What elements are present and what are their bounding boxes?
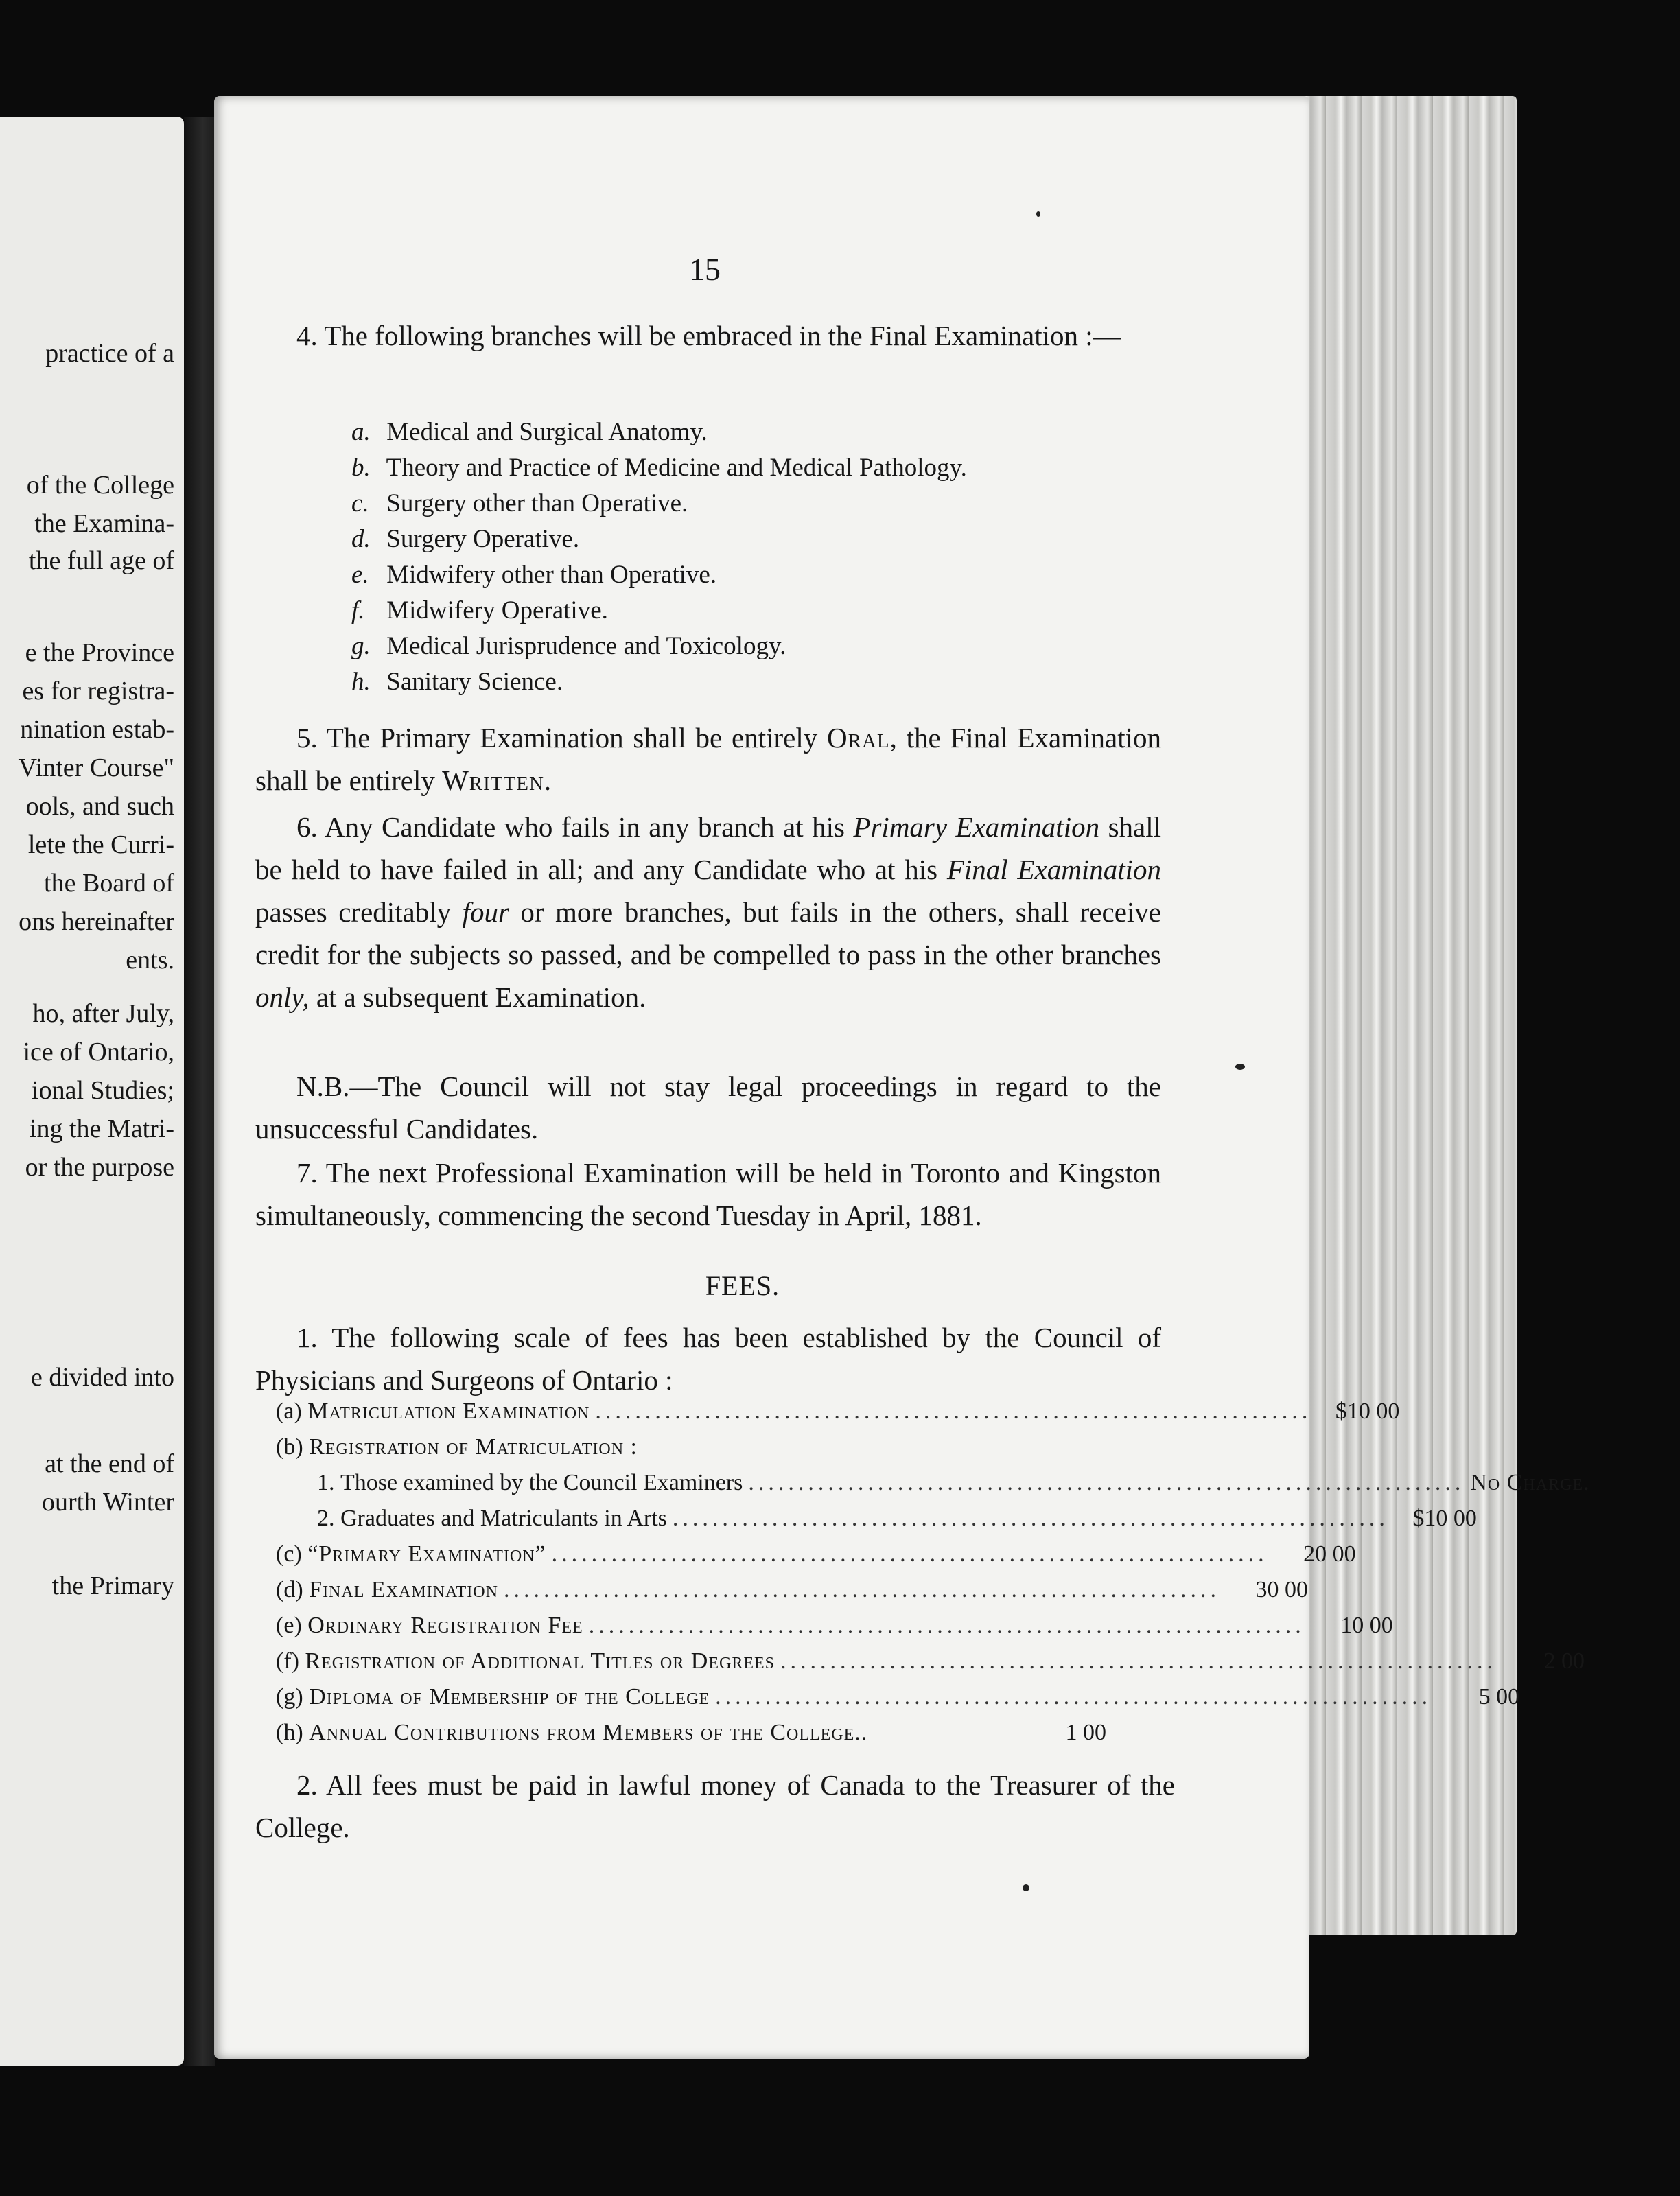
left-text-line: the Board of xyxy=(44,869,174,898)
fee-row: (f) Registration of Additional Titles or Degrees ........................................................................ 2 00 xyxy=(276,1648,1585,1674)
left-text-line: ons hereinafter xyxy=(19,907,174,936)
list-item: d. Surgery Operative. xyxy=(351,525,580,553)
fee-row: (c) “Primary Examination” ........................................................................ 20 00 xyxy=(276,1541,1356,1567)
left-text-line: lete the Curri- xyxy=(27,830,174,859)
fee-row: (e) Ordinary Registration Fee ........................................................................ 10 00 xyxy=(276,1613,1393,1638)
left-text-line: e the Province xyxy=(25,638,174,667)
left-text-line: the Examina- xyxy=(34,509,174,538)
left-text-line: ional Studies; xyxy=(32,1076,174,1105)
list-item: h. Sanitary Science. xyxy=(351,668,563,696)
left-text-line: ools, and such xyxy=(25,792,174,821)
left-text-line: Vinter Course" xyxy=(18,754,174,782)
list-item: f. Midwifery Operative. xyxy=(351,596,608,624)
left-text-line: or the purpose xyxy=(25,1153,174,1182)
left-text-line: nination estab- xyxy=(20,715,174,744)
fee-row: (b) Registration of Matriculation : xyxy=(276,1434,638,1460)
ink-speck xyxy=(1036,211,1040,217)
left-text-line: ents. xyxy=(126,946,174,974)
left-text-line: ice of Ontario, xyxy=(23,1038,174,1066)
section-7: 7. The next Professional Examination will be held in Toronto and Kingston simultaneously, commencing the second Tuesday in April, 1881. xyxy=(255,1157,1161,1231)
ink-speck xyxy=(1023,1884,1029,1891)
fee-row: 1. Those examined by the Council Examiners ........................................................................ No Charge. xyxy=(317,1470,1590,1495)
list-item: a. Medical and Surgical Anatomy. xyxy=(351,418,708,446)
left-text-line: practice of a xyxy=(45,339,174,368)
left-text-line: ing the Matri- xyxy=(29,1114,174,1143)
fee-row: (g) Diploma of Membership of the College ........................................................................ 5 00 xyxy=(276,1684,1520,1709)
page-number: 15 xyxy=(689,252,721,287)
fee-row: (a) Matriculation Examination ........................................................................ $10 00 xyxy=(276,1399,1400,1424)
left-text-line: at the end of xyxy=(45,1449,174,1478)
fee-row: (d) Final Examination ........................................................................ 30 00 xyxy=(276,1577,1308,1602)
fees-heading: FEES. xyxy=(705,1270,780,1301)
section-5: 5. The Primary Examination shall be entirely Oral, the Final Examination shall be entirely Written. xyxy=(255,722,1161,796)
ink-speck xyxy=(1235,1064,1245,1070)
fees-intro: 1. The following scale of fees has been established by the Council of Physicians and Surgeons of Ontario : xyxy=(255,1322,1161,1396)
book-gutter xyxy=(184,117,215,2066)
left-page-fragment xyxy=(0,117,184,2066)
left-text-line: the full age of xyxy=(28,546,174,575)
left-text-line: es for registra- xyxy=(22,677,174,705)
left-text-line: the Primary xyxy=(51,1572,174,1600)
left-text-line: e divided into xyxy=(31,1363,174,1392)
left-text-line: ho, after July, xyxy=(32,999,174,1028)
section-4-intro: 4. The following branches will be embraced in the Final Examination :— xyxy=(296,320,1121,351)
fee-row: 2. Graduates and Matriculants in Arts ........................................................................ $10 00 xyxy=(317,1506,1477,1531)
fee-row: (h) Annual Contributions from Members of the College.. 1 00 xyxy=(276,1720,1106,1745)
nb-note: N.B.—The Council will not stay legal proceedings in regard to the unsuccessful Candidates. xyxy=(255,1071,1161,1145)
fees-note: 2. All fees must be paid in lawful money of Canada to the Treasurer of the College. xyxy=(255,1769,1175,1843)
list-item: c. Surgery other than Operative. xyxy=(351,489,688,517)
section-6: 6. Any Candidate who fails in any branch at his Primary Examination shall be held to have failed in all; and any Candidate who at his Final Examination passes creditably four or more branches, but fails in the others, shall receive credit for the subjects so passed, and be compelled to pass in the other branches only, at a subsequent Examination. xyxy=(255,811,1162,1013)
list-item: e. Midwifery other than Operative. xyxy=(351,561,717,589)
left-text-line: of the College xyxy=(26,471,174,500)
list-item: g. Medical Jurisprudence and Toxicology. xyxy=(351,632,786,660)
list-item: b. Theory and Practice of Medicine and Medical Pathology. xyxy=(351,454,967,482)
right-page xyxy=(214,96,1590,2059)
left-text-line: ourth Winter xyxy=(41,1488,174,1517)
